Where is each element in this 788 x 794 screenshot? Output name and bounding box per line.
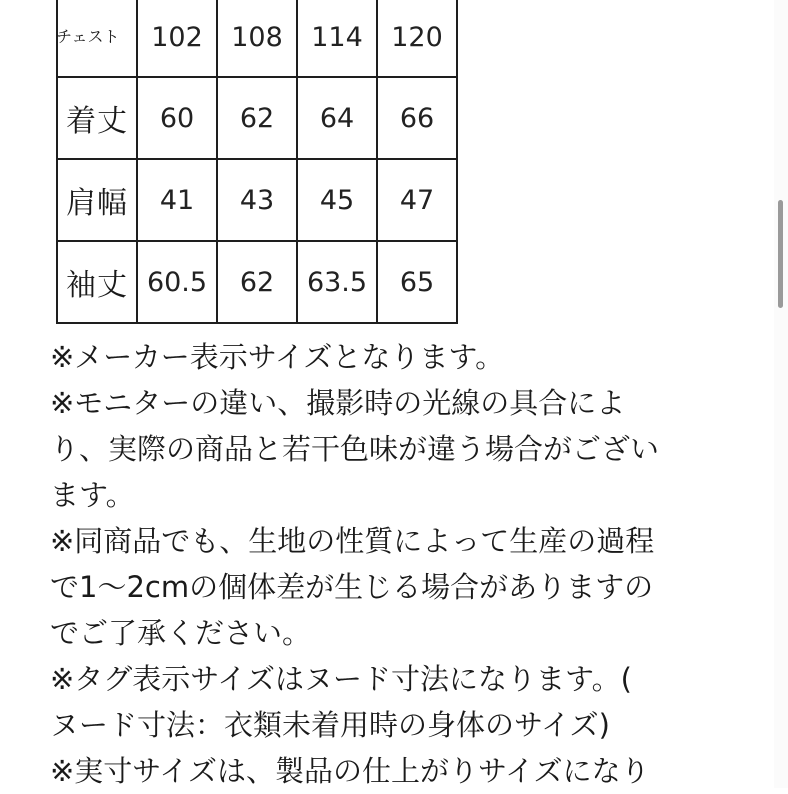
length-value-3: 64 [297,77,377,159]
note-line: り、実際の商品と若干色味が違う場合がござい [50,432,660,466]
note-line: ※モニターの違い、撮影時の光線の具合によ [50,386,626,420]
shoulder-value-3: 45 [297,159,377,241]
shoulder-value-4: 47 [377,159,457,241]
row-label-chest: チェスト [57,0,137,77]
scroll-track[interactable] [774,0,788,788]
chest-value-3: 114 [297,0,377,77]
length-value-1: 60 [137,77,217,159]
chest-value-2: 108 [217,0,297,77]
note-line: ます。 [50,478,135,512]
table-row-sleeve [57,241,457,323]
row-label-length: 着丈 [57,77,137,159]
scrollbar-thumb[interactable] [778,200,783,308]
length-value-4: 66 [377,77,457,159]
table-row-chest [57,0,457,77]
note-line: ヌード寸法：衣類未着用時の身体のサイズ) [50,708,610,742]
note-line: ※メーカー表示サイズとなります。 [50,340,505,374]
table-row-shoulder [57,159,457,241]
sleeve-value-2: 62 [217,241,297,323]
length-value-2: 62 [217,77,297,159]
size-table [56,0,458,324]
note-line: でご了承ください。 [50,616,312,650]
notes-text [50,334,750,794]
table-row-length [57,77,457,159]
note-line: ※実寸サイズは、製品の仕上がりサイズになり [50,754,650,788]
shoulder-value-1: 41 [137,159,217,241]
sleeve-value-3: 63.5 [297,241,377,323]
note-line: ※同商品でも、生地の性質によって生産の過程 [50,524,655,558]
chest-value-4: 120 [377,0,457,77]
note-line: で1〜2cmの個体差が生じる場合がありますの [50,570,654,604]
row-label-shoulder: 肩幅 [57,159,137,241]
chest-value-1: 102 [137,0,217,77]
sleeve-value-1: 60.5 [137,241,217,323]
note-line: ※タグ表示サイズはヌード寸法になります。( [50,662,632,696]
sleeve-value-4: 65 [377,241,457,323]
shoulder-value-2: 43 [217,159,297,241]
row-label-sleeve: 袖丈 [57,241,137,323]
